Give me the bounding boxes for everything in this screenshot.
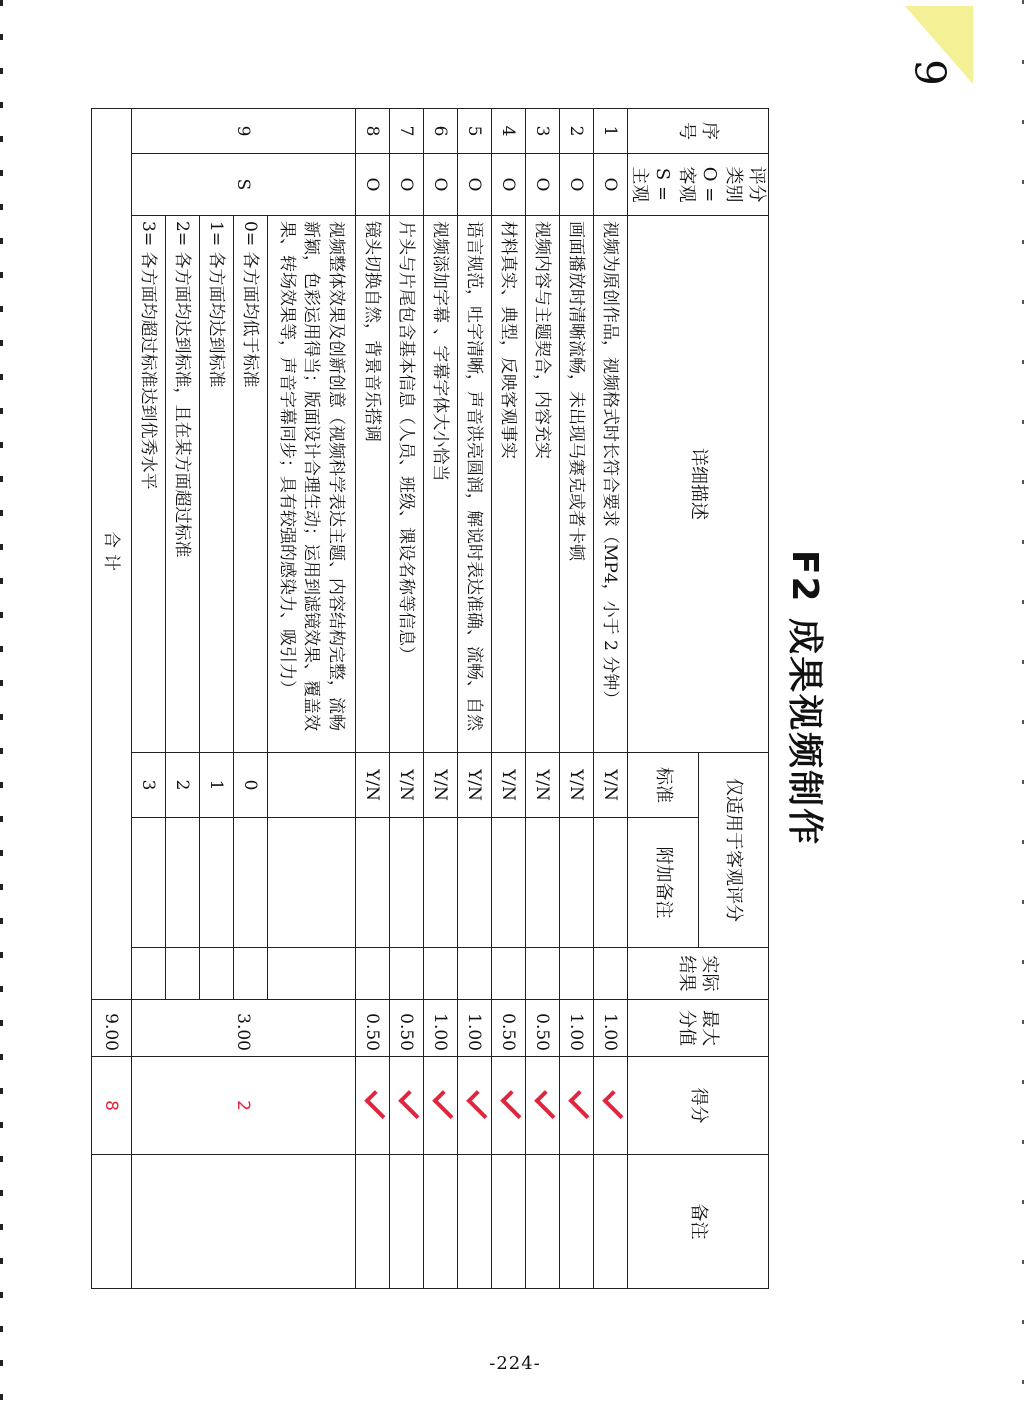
- row-seq: 6: [423, 109, 457, 154]
- header-score: 得分: [627, 1057, 768, 1155]
- sheet-title: F2 成果视频制作: [784, 549, 825, 847]
- row-extra-note: [457, 818, 491, 948]
- score-row: [525, 109, 559, 1289]
- subjective-remark: [131, 1155, 355, 1289]
- level-value: 1: [199, 753, 233, 818]
- subjective-category: S: [131, 154, 355, 216]
- row-actual: [491, 948, 525, 1000]
- row-standard: Y/N: [423, 753, 457, 818]
- level-actual: [131, 948, 165, 1000]
- level-actual: [233, 948, 267, 1000]
- row-category: O: [389, 154, 423, 216]
- row-score: [355, 1057, 389, 1155]
- row-description: 片头与片尾包含基本信息（人员、班级、课设名称等信息）: [389, 216, 423, 753]
- row-description: 镜头切换自然，背景音乐搭调: [355, 216, 389, 753]
- row-extra-note: [355, 818, 389, 948]
- total-score: 8: [91, 1057, 131, 1155]
- page-tab-number: 9: [905, 59, 955, 86]
- level-description: 3= 各方面均超过标准达到优秀水平: [131, 216, 165, 753]
- subjective-max-score: 3.00: [131, 1000, 355, 1057]
- score-row: [355, 109, 389, 1289]
- level-description: 2= 各方面均达到标准，且在某方面超过标准: [165, 216, 199, 753]
- row-category: O: [491, 154, 525, 216]
- row-score: [559, 1057, 593, 1155]
- score-row: [491, 109, 525, 1289]
- level-actual: [165, 948, 199, 1000]
- row-remark: [457, 1155, 491, 1289]
- header-category: 评分类别 O = 客观 S = 主观: [627, 154, 768, 216]
- row-actual: [355, 948, 389, 1000]
- row-category: O: [559, 154, 593, 216]
- header-seq: 序号: [627, 109, 768, 154]
- score-row: [423, 109, 457, 1289]
- row-standard: Y/N: [389, 753, 423, 818]
- header-standard: 标准: [627, 753, 698, 818]
- row-extra-note: [491, 818, 525, 948]
- row-description: 视频添加字幕 、字幕字体大小恰当: [423, 216, 457, 753]
- level-extra-note: [199, 818, 233, 948]
- row-extra-note: [525, 818, 559, 948]
- level-value: 2: [165, 753, 199, 818]
- row-actual: [389, 948, 423, 1000]
- row-remark: [355, 1155, 389, 1289]
- level-actual: [199, 948, 233, 1000]
- total-label: 合计: [91, 109, 131, 1000]
- subjective-actual: [267, 948, 355, 1000]
- row-max-score: 0.50: [389, 1000, 423, 1057]
- level-description: 0= 各方面均低于标准: [233, 216, 267, 753]
- subjective-row: [267, 109, 355, 1289]
- row-description: 材料真实、典型，反映客观事实: [491, 216, 525, 753]
- page-number: -224-: [489, 1353, 541, 1374]
- row-seq: 3: [525, 109, 559, 154]
- row-score: [423, 1057, 457, 1155]
- subjective-extra-note: [267, 818, 355, 948]
- row-remark: [559, 1155, 593, 1289]
- subjective-score: 2: [131, 1057, 355, 1155]
- row-score: [457, 1057, 491, 1155]
- row-actual: [457, 948, 491, 1000]
- row-score: [389, 1057, 423, 1155]
- subjective-seq: 9: [131, 109, 355, 154]
- row-seq: 4: [491, 109, 525, 154]
- row-actual: [559, 948, 593, 1000]
- row-score: [525, 1057, 559, 1155]
- total-row: [91, 109, 131, 1289]
- row-score: [491, 1057, 525, 1155]
- row-seq: 2: [559, 109, 593, 154]
- row-standard: Y/N: [491, 753, 525, 818]
- header-objective-group: 仅适用于客观评分: [699, 753, 769, 948]
- row-max-score: 1.00: [593, 1000, 627, 1057]
- row-score: [593, 1057, 627, 1155]
- row-max-score: 0.50: [491, 1000, 525, 1057]
- subjective-standard: [267, 753, 355, 818]
- row-description: 视频为原创作品，视频格式时长符合要求（MP4，小于 2 分钟）: [593, 216, 627, 753]
- header-max-score: 最大分值: [627, 1000, 768, 1057]
- row-actual: [423, 948, 457, 1000]
- subjective-description: 视频整体效果及创新创意（视频科学表达主题、内容结构完整，流畅新颖，色彩运用得当；版面设计合理生动；运用到滤镜效果、覆盖效果、转场效果等，声音字幕同步；具有较强的感染力、吸引力）: [267, 216, 355, 753]
- score-row: [389, 109, 423, 1289]
- row-max-score: 0.50: [525, 1000, 559, 1057]
- row-description: 语言规范，吐字清晰，声音洪亮圆润，解说时表达准确、流畅、自然: [457, 216, 491, 753]
- row-max-score: 1.00: [559, 1000, 593, 1057]
- row-standard: Y/N: [525, 753, 559, 818]
- score-row: [593, 109, 627, 1289]
- level-extra-note: [233, 818, 267, 948]
- header-remark: 备注: [627, 1155, 768, 1289]
- row-remark: [491, 1155, 525, 1289]
- total-max-score: 9.00: [91, 1000, 131, 1057]
- header-description: 详细描述: [627, 216, 768, 753]
- row-description: 视频内容与主题契合，内容充实: [525, 216, 559, 753]
- row-standard: Y/N: [593, 753, 627, 818]
- row-category: O: [423, 154, 457, 216]
- row-standard: Y/N: [559, 753, 593, 818]
- row-max-score: 1.00: [423, 1000, 457, 1057]
- row-seq: 7: [389, 109, 423, 154]
- scoring-sheet: [101, 108, 837, 1288]
- row-description: 画面播放时清晰流畅，未出现马赛克或者卡顿: [559, 216, 593, 753]
- level-value: 3: [131, 753, 165, 818]
- row-extra-note: [423, 818, 457, 948]
- score-row: [559, 109, 593, 1289]
- row-actual: [525, 948, 559, 1000]
- level-extra-note: [165, 818, 199, 948]
- row-max-score: 0.50: [355, 1000, 389, 1057]
- row-category: O: [355, 154, 389, 216]
- row-extra-note: [389, 818, 423, 948]
- level-description: 1= 各方面均达到标准: [199, 216, 233, 753]
- row-remark: [423, 1155, 457, 1289]
- row-standard: Y/N: [355, 753, 389, 818]
- scoring-table: [91, 108, 769, 1289]
- header-actual: 实际结果: [627, 948, 768, 1000]
- row-category: O: [457, 154, 491, 216]
- row-remark: [593, 1155, 627, 1289]
- scan-edge-left: [0, 0, 3, 1409]
- row-remark: [525, 1155, 559, 1289]
- row-extra-note: [559, 818, 593, 948]
- row-seq: 1: [593, 109, 627, 154]
- row-seq: 8: [355, 109, 389, 154]
- row-category: O: [593, 154, 627, 216]
- row-remark: [389, 1155, 423, 1289]
- score-row: [457, 109, 491, 1289]
- row-standard: Y/N: [457, 753, 491, 818]
- row-category: O: [525, 154, 559, 216]
- row-extra-note: [593, 818, 627, 948]
- total-remark: [91, 1155, 131, 1289]
- header-extra-note: 附加备注: [627, 818, 698, 948]
- row-seq: 5: [457, 109, 491, 154]
- row-actual: [593, 948, 627, 1000]
- level-extra-note: [131, 818, 165, 948]
- row-max-score: 1.00: [457, 1000, 491, 1057]
- level-value: 0: [233, 753, 267, 818]
